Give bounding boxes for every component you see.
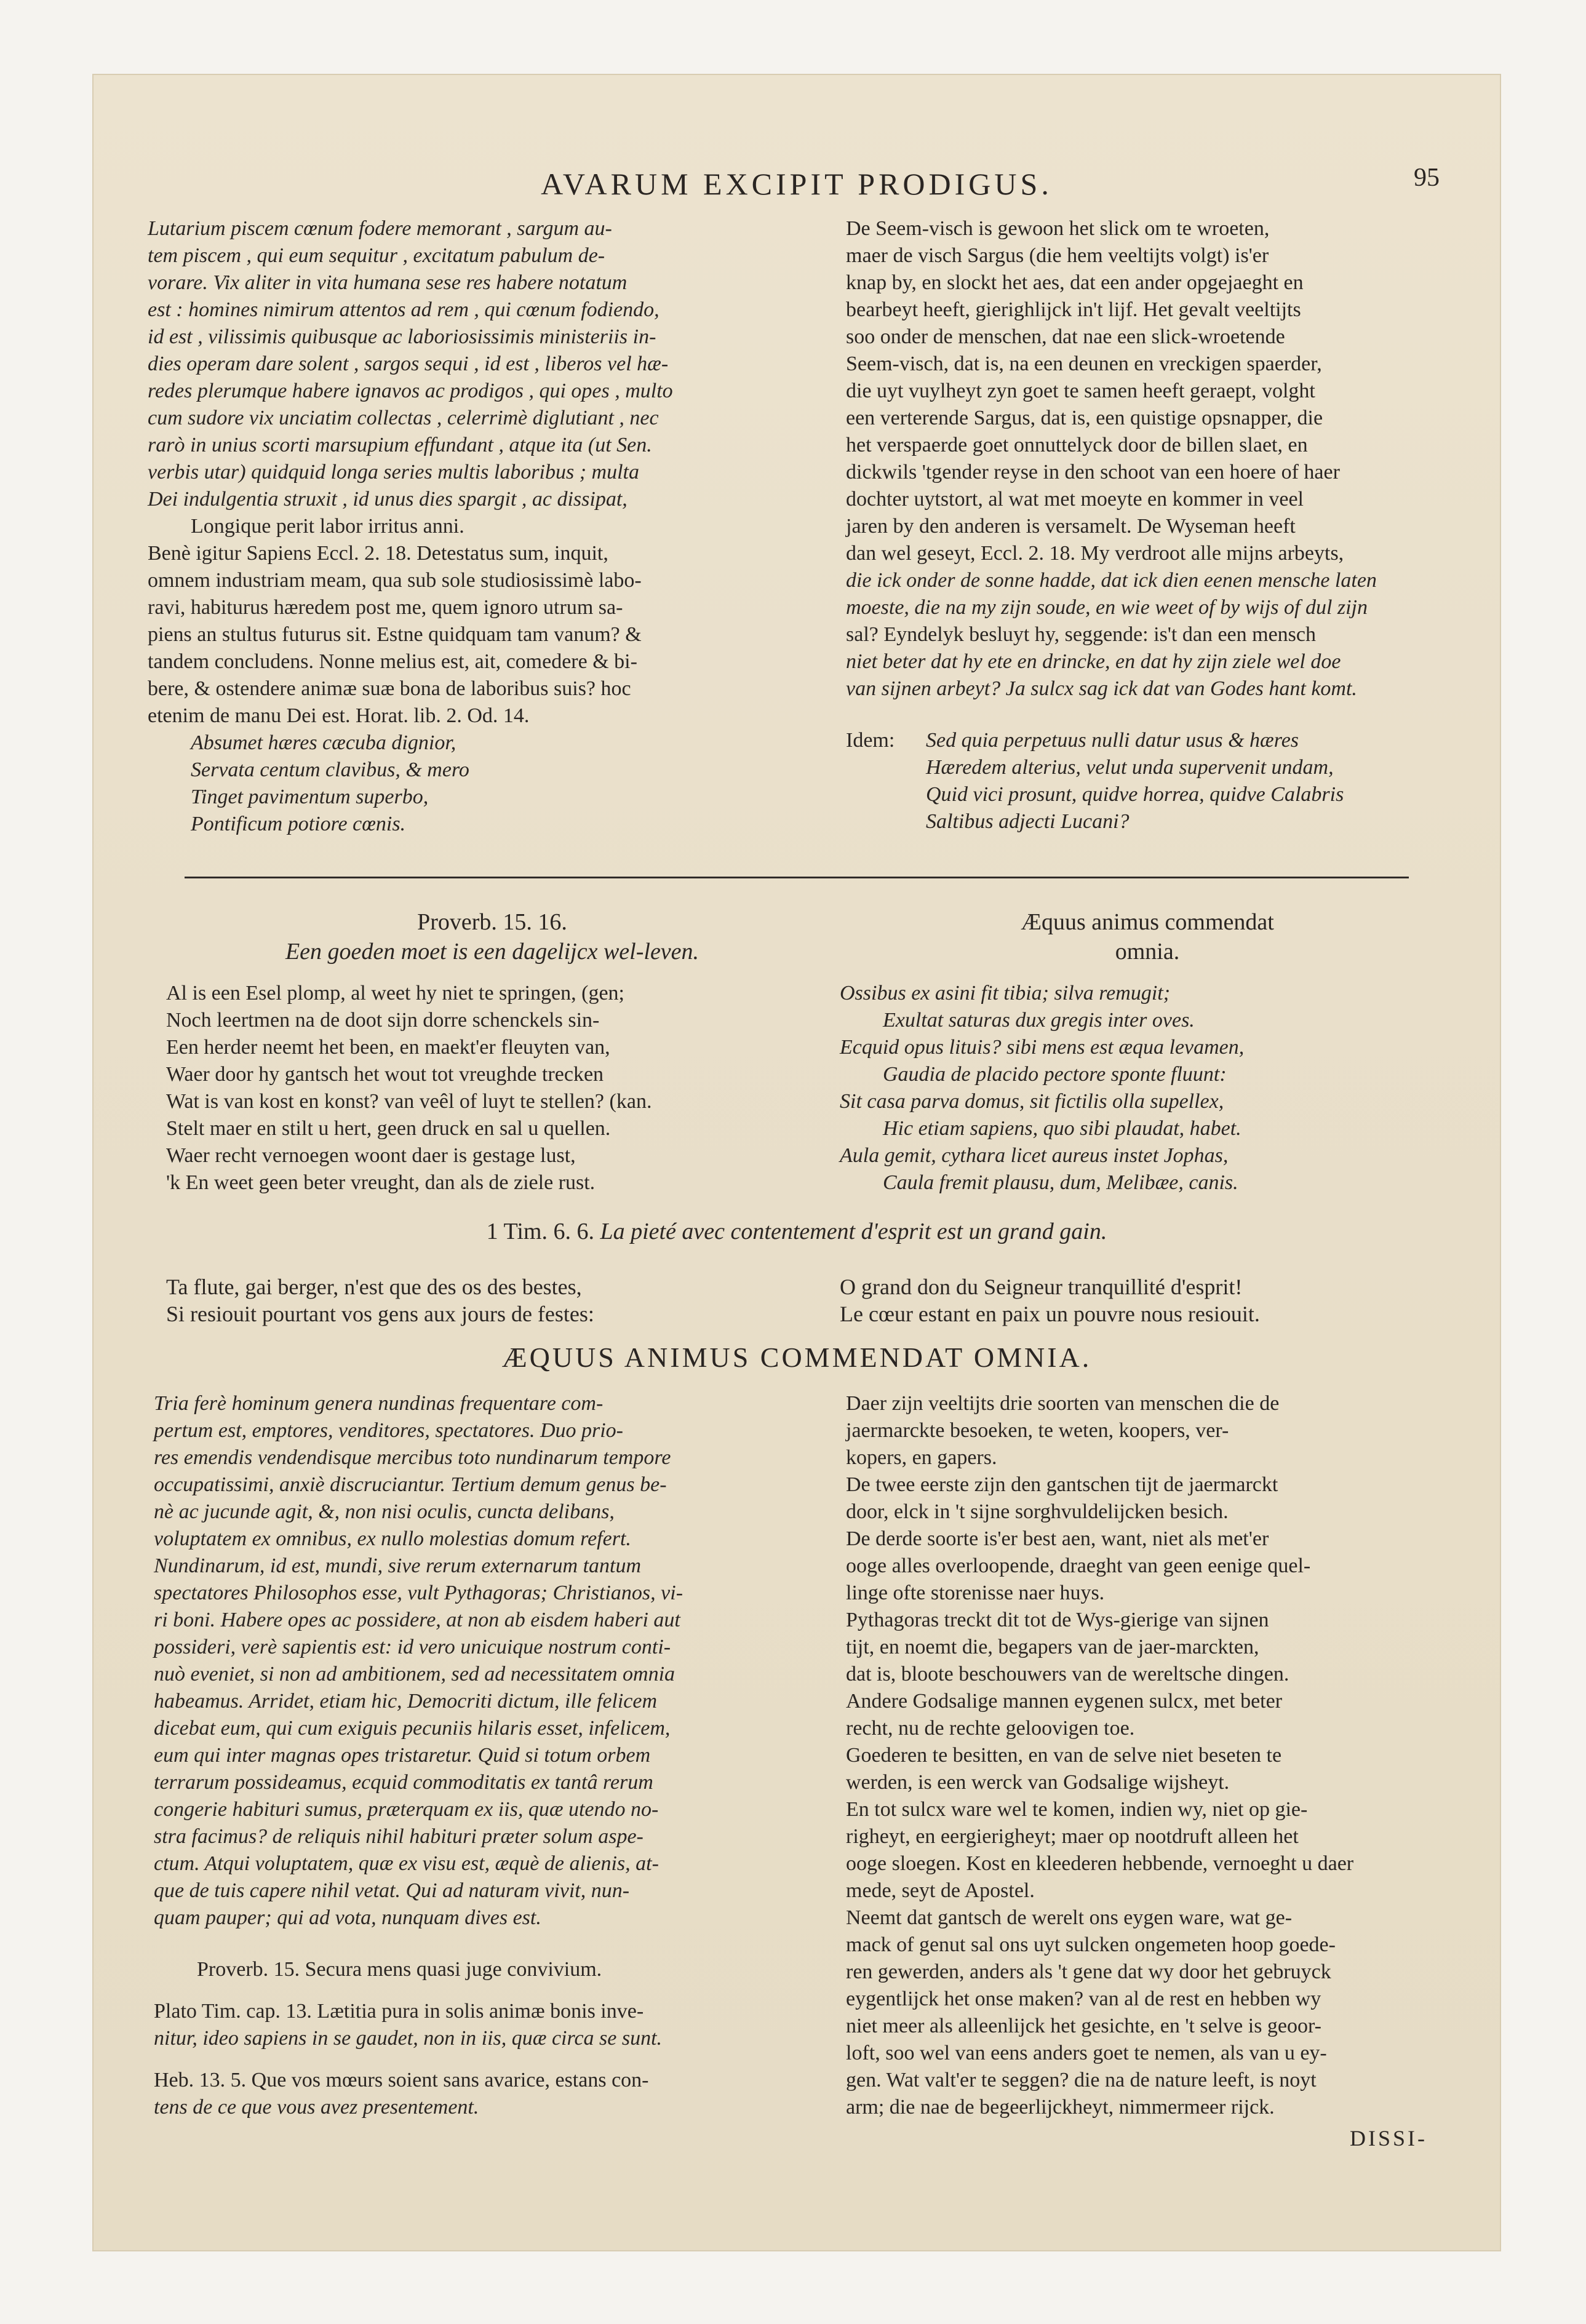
text-line: werden, is een werck van Godsalige wijsheyt. xyxy=(846,1771,1230,1794)
text-line: dicebat eum, qui cum exiguis pecuniis hilaris esset, infelicem, xyxy=(154,1717,671,1740)
latin-top-column xyxy=(148,215,824,838)
verse-line: Aula gemit, cythara licet aureus instet Jophas, xyxy=(840,1144,1229,1167)
text-line: voluptatem ex omnibus, ex nullo molestias domum refert. xyxy=(154,1527,631,1550)
french-left xyxy=(166,1273,818,1327)
text-line: Benè igitur Sapiens Eccl. 2. 18. Detestatus sum, inquit, xyxy=(148,542,608,565)
text-line: est : homines nimirum attentos ad rem , qui cœnum fodiendo, xyxy=(148,298,660,321)
verse-line: Absumet hæres cæcuba dignior, xyxy=(191,731,456,754)
text-line: gen. Wat valt'er te seggen? die na de nature leeft, is noyt xyxy=(846,2069,1317,2091)
text-line: tem piscem , qui eum sequitur , excitatum pabulum de- xyxy=(148,244,605,267)
text-line: tijt, en noemt die, begapers van de jaer-marckten, xyxy=(846,1636,1259,1658)
verse-line: Stelt maer en stilt u hert, geen druck en sal u quellen. xyxy=(166,1117,611,1140)
idem-block xyxy=(846,727,1492,835)
dutch-bottom-column xyxy=(846,1390,1480,2121)
text-line: cum sudore vix unciatim collectas , celerrimè diglutiant , nec xyxy=(148,407,659,429)
text-line: eygentlijck het onse maken? van al de rest en hebben wy xyxy=(846,1988,1321,2010)
text-line: loft, soo wel van eens anders goet te nemen, als van u ey- xyxy=(846,2042,1327,2064)
text-line: id est , vilissimis quibusque ac laboriosissimis ministeriis in- xyxy=(148,325,656,348)
aequus-block xyxy=(840,907,1455,1196)
text-line: Neemt dat gantsch de werelt ons eygen ware, wat ge- xyxy=(846,1906,1293,1929)
text-line: mack of genut sal ons uyt sulcken ongemeten hoop goede- xyxy=(846,1933,1336,1956)
text-line: kopers, en gapers. xyxy=(846,1446,997,1469)
text-line: Andere Godsalige mannen eygenen sulcx, met beter xyxy=(846,1690,1283,1713)
text-line: righeyt, en eergierigheyt; maer op nootdruft alleen het xyxy=(846,1825,1299,1848)
text-line: De derde soorte is'er best aen, want, niet als met'er xyxy=(846,1527,1269,1550)
text-line: redes plerumque habere ignavos ac prodigos , qui opes , multo xyxy=(148,380,673,402)
verse-line: O grand don du Seigneur tranquillité d'esprit! xyxy=(840,1275,1243,1299)
verse-line: Ossibus ex asini fit tibia; silva remugit; xyxy=(840,982,1171,1005)
text-line: sal? Eyndelyk besluyt hy, seggende: is't dan een mensch xyxy=(846,623,1317,646)
text-line: ooge sloegen. Kost en kleederen hebbende, vernoeght u daer xyxy=(846,1852,1354,1875)
text-line: dochter uytstort, al wat met moeyte en kommer in veel xyxy=(846,488,1304,511)
horace-verse xyxy=(148,730,824,838)
text-line: terrarum possideamus, ecquid commoditatis ex tantâ rerum xyxy=(154,1771,653,1794)
text-line: niet meer als alleenlijck het gesichte, en 't selve is geoor- xyxy=(846,2015,1321,2037)
verse-line: Le cœur estant en paix un pouvre nous resiouit. xyxy=(840,1302,1260,1326)
text-line: vorare. Vix aliter in vita humana sese res habere notatum xyxy=(148,271,628,294)
text-line: stra facimus? de reliquis nihil habituri præter solum aspe- xyxy=(154,1825,644,1848)
text-line: dies operam dare solent , sargos sequi , id est , liberos vel hæ- xyxy=(148,352,669,375)
verse-line: Al is een Esel plomp, al weet hy niet te springen, (gen; xyxy=(166,982,624,1005)
text-line: pertum est, emptores, venditores, spectatores. Duo prio- xyxy=(154,1419,623,1442)
tim-text: La pieté avec contentement d'esprit est un grand gain. xyxy=(600,1219,1107,1244)
verse-line: Pontificum potiore cœnis. xyxy=(191,813,406,835)
text-line: nuò eveniet, si non ad ambitionem, sed ad necessitatem omnia xyxy=(154,1663,675,1685)
verse-line: Longique perit labor irritus anni. xyxy=(191,515,464,538)
text-line: dan wel geseyt, Eccl. 2. 18. My verdroot alle mijns arbeyts, xyxy=(846,542,1344,565)
text-line: niet beter dat hy ete en drincke, en dat hy zijn ziele wel doe xyxy=(846,650,1341,673)
text-line: congerie habituri sumus, præterquam ex iis, quæ utendo no- xyxy=(154,1798,659,1821)
text-line: bere, & ostendere animæ suæ bona de laboribus suis? hoc xyxy=(148,677,631,700)
verse-line: Hic etiam sapiens, quo sibi plaudat, habet. xyxy=(883,1117,1241,1140)
verse-line: 'k En weet geen beter vreught, dan als de ziele rust. xyxy=(166,1171,596,1194)
text-line: ooge alles overloopende, draeght van geen eenige quel- xyxy=(846,1554,1311,1577)
text-line: nè ac jucunde agit, &, non nisi oculis, cuncta delibans, xyxy=(154,1500,615,1523)
text-line: Daer zijn veeltijts drie soorten van menschen die de xyxy=(846,1392,1280,1415)
proverb-block xyxy=(166,907,818,1196)
verse-line: Gaudia de placido pectore sponte fluunt: xyxy=(883,1063,1227,1086)
page-number: 95 xyxy=(1414,164,1440,192)
text-line: ravi, habiturus hæredem post me, quem ignoro utrum sa- xyxy=(148,596,623,619)
verse-line: Si resiouit pourtant vos gens aux jours de festes: xyxy=(166,1302,594,1326)
text-line: Seem-visch, dat is, na een deunen en vreckigen spaerder, xyxy=(846,352,1322,375)
text-line: Dei indulgentia struxit , id unus dies spargit , ac dissipat, xyxy=(148,488,628,511)
aequus-title-2: omnia. xyxy=(1115,939,1180,965)
verse-line: Sit casa parva domus, sit fictilis olla supellex, xyxy=(840,1090,1224,1113)
text-line: Pythagoras treckt dit tot de Wys-gierige van sijnen xyxy=(846,1609,1269,1631)
text-line: quam pauper; qui ad vota, nunquam dives est. xyxy=(154,1906,541,1929)
text-line: ri boni. Habere opes ac possidere, at non ab eisdem haberi aut xyxy=(154,1609,680,1631)
text-line: res emendis vendendisque mercibus toto nundinarum tempore xyxy=(154,1446,671,1469)
text-line: etenim de manu Dei est. Horat. lib. 2. Od. 14. xyxy=(148,704,530,727)
text-line: bearbeyt heeft, gierighlijck in't lijf. Het gevalt veeltijts xyxy=(846,298,1301,321)
catchword: DISSI- xyxy=(1349,2126,1427,2151)
running-head: AVARUM EXCIPIT PRODIGUS. xyxy=(541,167,1053,201)
text-line: ren gewerden, anders als 't gene dat wy door het gebruyck xyxy=(846,1960,1331,1983)
verse-line: Waer door hy gantsch het wout tot vreughde trecken xyxy=(166,1063,604,1086)
text-line: eum qui inter magnas opes tristaretur. Quid si totum orbem xyxy=(154,1744,651,1767)
dutch-top-column xyxy=(846,215,1492,835)
verse-line: Hæredem alterius, velut unda supervenit undam, xyxy=(926,756,1334,779)
aequus-title: Æquus animus commendat xyxy=(1021,909,1274,935)
text-line: recht, nu de rechte geloovigen toe. xyxy=(846,1717,1135,1740)
text-line: van sijnen arbeyt? Ja sulcx sag ick dat van Godes hant komt. xyxy=(846,677,1357,700)
heb-line: tens de ce que vous avez presentement. xyxy=(154,2096,479,2119)
verse-line: Quid vici prosunt, quidve horrea, quidve Calabris xyxy=(926,783,1344,806)
proverb-line: Proverb. 15. Secura mens quasi juge convivium. xyxy=(197,1958,602,1981)
verse-line: Caula fremit plausu, dum, Melibæe, canis. xyxy=(883,1171,1238,1194)
text-line: linge ofte storenisse naer huys. xyxy=(846,1582,1105,1604)
verse-line: Een herder neemt het been, en maekt'er fleuyten van, xyxy=(166,1036,610,1059)
verse-line: Saltibus adjecti Lucani? xyxy=(926,810,1130,833)
text-line: Lutarium piscem cœnum fodere memorant , sargum au- xyxy=(148,217,612,240)
text-line: que de tuis capere nihil vetat. Qui ad naturam vivit, nun- xyxy=(154,1879,630,1902)
text-line: die uyt vuylheyt zyn goet te samen heeft geraept, volght xyxy=(846,380,1315,402)
text-line: maer de visch Sargus (die hem veeltijts volgt) is'er xyxy=(846,244,1269,267)
latin-top-paragraph xyxy=(148,215,824,513)
verse-line: Ecquid opus lituis? sibi mens est æqua levamen, xyxy=(840,1036,1245,1059)
latin-bottom-column xyxy=(154,1390,824,2121)
text-line: piens an stultus futurus sit. Estne quidquam tam vanum? & xyxy=(148,623,642,646)
text-line: Tria ferè hominum genera nundinas frequentare com- xyxy=(154,1392,604,1415)
text-line: De Seem-visch is gewoon het slick om te wroeten, xyxy=(846,217,1270,240)
idem-label: Idem: xyxy=(846,729,895,752)
text-line: arm; die nae de begeerlijckheyt, nimmermeer rijck. xyxy=(846,2096,1275,2119)
verse-line: Waer recht vernoegen woont daer is gestage lust, xyxy=(166,1144,576,1167)
proverb-ref: Proverb. 15. 16. xyxy=(417,909,567,935)
text-line: Goederen te besitten, en van de selve niet beseten te xyxy=(846,1744,1282,1767)
text-line: het verspaerde goet onnuttelyck door de billen slaet, en xyxy=(846,434,1308,456)
text-line: mede, seyt de Apostel. xyxy=(846,1879,1035,1902)
plato-line: Plato Tim. cap. 13. Lætitia pura in solis animæ bonis inve- xyxy=(154,2000,644,2023)
tim-line xyxy=(92,1218,1501,1245)
text-line: Nundinarum, id est, mundi, sive rerum externarum tantum xyxy=(154,1554,642,1577)
text-line: possideri, verè sapientis est: id vero unicuique nostrum conti- xyxy=(154,1636,671,1658)
text-line: occupatissimi, anxiè discruciantur. Tertium demum genus be- xyxy=(154,1473,667,1496)
page-sheet xyxy=(92,74,1501,2251)
text-line: omnem industriam meam, qua sub sole studiosissimè labo- xyxy=(148,569,642,592)
text-line: door, elck in 't sijne sorghvuldelijcken besich. xyxy=(846,1500,1229,1523)
text-line: jaren by den anderen is versamelt. De Wyseman heeft xyxy=(846,515,1296,538)
verse-line: Exultat saturas dux gregis inter oves. xyxy=(883,1009,1195,1032)
verse-line: Sed quia perpetuus nulli datur usus & hæres xyxy=(926,729,1299,752)
heb-line: Heb. 13. 5. Que vos mœurs soient sans avarice, estans con- xyxy=(154,2069,649,2091)
text-line: tandem concludens. Nonne melius est, ait, comedere & bi- xyxy=(148,650,637,673)
text-line: dickwils 'tgender reyse in den schoot van een hoere of haer xyxy=(846,461,1340,484)
tim-ref: 1 Tim. 6. 6. xyxy=(486,1219,594,1244)
text-line: ctum. Atqui voluptatem, quæ ex visu est, æquè de alienis, at- xyxy=(154,1852,659,1875)
french-right xyxy=(840,1273,1455,1327)
text-line: rarò in unius scorti marsupium effundant , atque ita (ut Sen. xyxy=(148,434,652,456)
section-title: ÆQUUS ANIMUS COMMENDAT OMNIA. xyxy=(501,1342,1092,1373)
text-line: De twee eerste zijn den gantschen tijt de jaermarckt xyxy=(846,1473,1278,1496)
proverb-motto: Een goeden moet is een dagelijcx wel-leven. xyxy=(285,939,699,965)
plato-line: nitur, ideo sapiens in se gaudet, non in iis, quæ circa se sunt. xyxy=(154,2027,663,2050)
text-line: jaermarckte besoeken, te weten, koopers, ver- xyxy=(846,1419,1229,1442)
divider-rule xyxy=(185,877,1409,878)
text-line: een verterende Sargus, dat is, een quistige opsnapper, die xyxy=(846,407,1323,429)
text-line: dat is, bloote beschouwers van de wereltsche dingen. xyxy=(846,1663,1289,1685)
text-line: En tot sulcx ware wel te komen, indien wy, niet op gie- xyxy=(846,1798,1308,1821)
verse-line: Tinget pavimentum superbo, xyxy=(191,786,429,808)
verse-line: Noch leertmen na de doot sijn dorre schenckels sin- xyxy=(166,1009,600,1032)
text-line: spectatores Philosophos esse, vult Pythagoras; Christianos, vi- xyxy=(154,1582,683,1604)
text-line: knap by, en slockt het aes, dat een ander opgejaeght en xyxy=(846,271,1304,294)
verse-line: Ta flute, gai berger, n'est que des os des bestes, xyxy=(166,1275,582,1299)
text-line: habeamus. Arridet, etiam hic, Democriti dictum, ille felicem xyxy=(154,1690,658,1713)
verse-line: Wat is van kost en konst? van veêl of luyt te stellen? (kan. xyxy=(166,1090,652,1113)
text-line: die ick onder de sonne hadde, dat ick dien eenen mensche laten xyxy=(846,569,1377,592)
verse-line: Servata centum clavibus, & mero xyxy=(191,758,469,781)
text-line: moeste, die na my zijn soude, en wie weet of by wijs of dul zijn xyxy=(846,596,1368,619)
text-line: verbis utar) quidquid longa series multis laboribus ; multa xyxy=(148,461,639,484)
text-line: soo onder de menschen, dat nae een slick-wroetende xyxy=(846,325,1285,348)
